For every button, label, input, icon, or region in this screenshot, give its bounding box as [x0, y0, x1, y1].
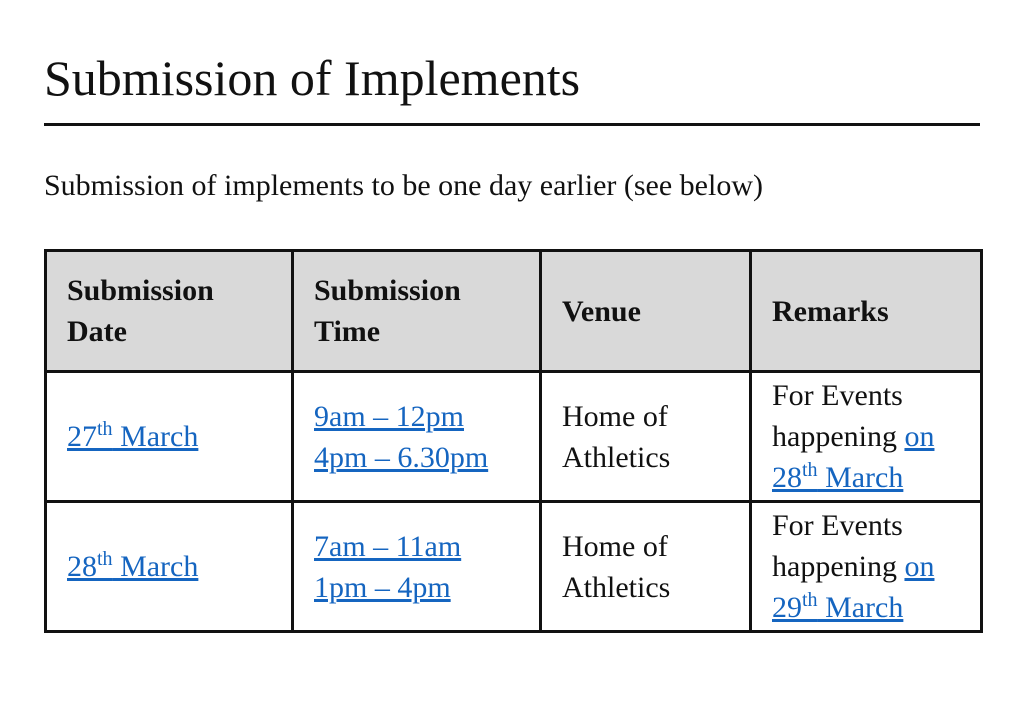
cell-venue — [541, 372, 751, 502]
header-submission-date — [46, 251, 293, 372]
remarks-on-link[interactable]: on — [904, 550, 935, 583]
title-divider — [44, 123, 980, 126]
date-suffix: th — [97, 548, 113, 570]
cell-submission-date — [46, 372, 293, 502]
header-date-line-1: Submission — [67, 274, 214, 307]
cell-venue — [541, 502, 751, 632]
remarks-date-link[interactable] — [772, 457, 962, 498]
time-slot-link[interactable]: 9am – 12pm — [314, 399, 464, 433]
date-month: March — [112, 420, 199, 453]
time-slot-link[interactable]: 1pm – 4pm — [314, 570, 451, 604]
venue-line-2: Athletics — [562, 440, 671, 474]
remarks-happening: happening — [772, 550, 905, 583]
date-link[interactable] — [67, 420, 198, 453]
table-header-row — [46, 251, 982, 372]
remarks-day: 28 — [772, 461, 802, 494]
cell-remarks — [751, 502, 982, 632]
submission-note: Submission of implements to be one day earlier (see below) — [44, 169, 763, 202]
header-time-line-2: Time — [314, 315, 381, 348]
header-remarks: Remarks — [751, 251, 982, 372]
venue-line-1: Home of — [562, 399, 668, 433]
time-slot-link[interactable]: 4pm – 6.30pm — [314, 440, 489, 474]
remarks-day: 29 — [772, 591, 802, 624]
cell-remarks — [751, 372, 982, 502]
remarks-suffix: th — [802, 459, 818, 481]
remarks-month: March — [817, 461, 904, 494]
table-row — [46, 502, 982, 632]
date-link[interactable] — [67, 550, 198, 583]
time-slot-link[interactable]: 7am – 11am — [314, 529, 462, 563]
date-month: March — [112, 550, 199, 583]
date-day: 27 — [67, 420, 97, 453]
remarks-happening: happening — [772, 420, 905, 453]
cell-submission-time — [293, 502, 541, 632]
header-venue: Venue — [541, 251, 751, 372]
remarks-date-link[interactable] — [772, 587, 962, 628]
table-row — [46, 372, 982, 502]
remarks-suffix: th — [802, 589, 818, 611]
venue-line-2: Athletics — [562, 570, 671, 604]
header-time-line-1: Submission — [314, 274, 461, 307]
submission-schedule-table — [44, 249, 983, 633]
date-day: 28 — [67, 550, 97, 583]
remarks-month: March — [817, 591, 904, 624]
venue-line-1: Home of — [562, 529, 668, 563]
remarks-line-1: For Events — [772, 509, 903, 542]
cell-submission-time — [293, 372, 541, 502]
remarks-on-link[interactable]: on — [904, 420, 935, 453]
cell-submission-date — [46, 502, 293, 632]
page-title: Submission of Implements — [44, 50, 581, 106]
header-submission-time — [293, 251, 541, 372]
remarks-line-1: For Events — [772, 379, 903, 412]
remarks-line-2 — [772, 416, 962, 457]
remarks-line-2 — [772, 546, 962, 587]
date-suffix: th — [97, 418, 113, 440]
header-date-line-2: Date — [67, 315, 127, 348]
